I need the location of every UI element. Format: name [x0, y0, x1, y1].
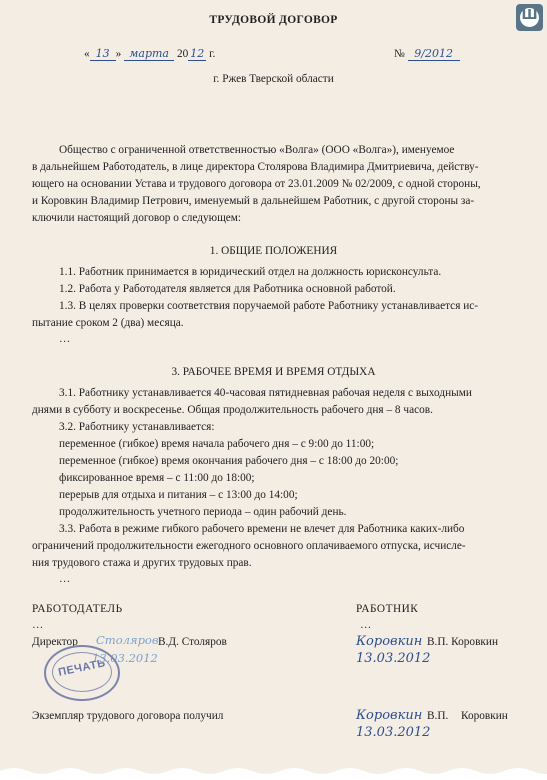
seal-text: ПЕЧАТЬ: [57, 657, 107, 679]
clause-3-3-b: ограничений продолжительности ежегодного основного оплачиваемого отпуска, исчисле-: [32, 540, 466, 552]
torn-page-edge: [0, 765, 547, 780]
employee-date: 13.03.2012: [356, 651, 431, 666]
clause-1-1: 1.1. Работник принимается в юридический отдел на должность юрисконсульта.: [59, 266, 442, 278]
employer-ellipsis: …: [32, 619, 44, 631]
schedule-item: переменное (гибкое) время начала рабочего дня – с 9:00 до 11:00;: [59, 438, 375, 450]
schedule-item: продолжительность учетного периода – один рабочий день.: [59, 506, 347, 518]
year-abbr: г.: [209, 48, 216, 60]
clause-1-3: 1.3. В целях проверки соответствия поручаемой работе Работнику устанавливается ис-: [59, 300, 479, 312]
director-signature: Столяров: [96, 633, 159, 647]
date-month: марта: [124, 48, 174, 61]
employee-name: В.П. Коровкин: [427, 636, 498, 648]
received-surname: Коровкин: [461, 710, 508, 722]
director-date: 13.03.2012: [92, 651, 158, 665]
section3-ellipsis: …: [59, 573, 71, 585]
clause-3-3-c: ния трудового стажа и других трудовых прав.: [32, 557, 252, 569]
schedule-item: фиксированное время – с 11:00 до 18:00;: [59, 472, 255, 484]
quote-close: »: [115, 48, 122, 60]
clause-1-2: 1.2. Работа у Работодателя является для Работника основной работой.: [59, 283, 396, 295]
received-date: 13.03.2012: [356, 725, 431, 740]
logo-glyph: Ш: [521, 8, 538, 23]
document-title: ТРУДОВОЙ ДОГОВОР: [209, 14, 338, 26]
seal-stamp: [44, 645, 120, 701]
intro-line-4: и Коровкин Владимир Петрович, именуемый в дальнейшем Работник, с другой стороны за-: [32, 195, 475, 207]
clause-3-2: 3.2. Работнику устанавливается:: [59, 421, 215, 433]
section1-ellipsis: …: [59, 333, 71, 345]
quote-open: «: [84, 48, 90, 60]
schedule-item: переменное (гибкое) время окончания рабочего дня – с 18:00 до 20:00;: [59, 455, 399, 467]
employer-label: РАБОТОДАТЕЛЬ: [32, 603, 123, 615]
intro-line-5: ключили настоящий договор о следующем:: [32, 212, 242, 224]
clause-3-1-a: 3.1. Работнику устанавливается 40-часовая пятидневная рабочая неделя с выходными: [59, 387, 472, 399]
schedule-item: перерыв для отдыха и питания – с 13:00 до 14:00;: [59, 489, 298, 501]
received-initials: В.П.: [427, 710, 449, 722]
received-signature: Коровкин: [356, 708, 423, 723]
employee-signature: Коровкин: [356, 634, 423, 649]
date-line: [84, 48, 215, 61]
date-day: 13: [90, 48, 116, 61]
contract-number: [394, 48, 460, 61]
date-year: 12: [190, 47, 205, 60]
clause-3-1-b: днями в субботу и воскресенье. Общая продолжительность рабочего дня – 8 часов.: [32, 404, 433, 416]
employee-label: РАБОТНИК: [356, 603, 419, 615]
intro-line-3: ющего на основании Устава и трудового договора от 23.01.2009 № 02/2009, с одной стороны,: [32, 178, 481, 190]
clause-1-3-cont: пытание сроком 2 (два) месяца.: [32, 317, 184, 329]
intro-line-2: в дальнейшем Работодатель, в лице директора Столярова Владимира Дмитриевича, действу-: [32, 161, 479, 173]
year-prefix: 20: [176, 48, 189, 60]
city-line: г. Ржев Тверской области: [213, 73, 334, 85]
director-name: В.Д. Столяров: [158, 636, 227, 648]
director-label: Директор: [32, 636, 78, 648]
intro-line-1: Общество с ограниченной ответственностью «Волга» (ООО «Волга»), именуемое: [59, 144, 455, 156]
section1-heading: 1. ОБЩИЕ ПОЛОЖЕНИЯ: [209, 245, 338, 257]
section3-heading: 3. РАБОЧЕЕ ВРЕМЯ И ВРЕМЯ ОТДЫХА: [171, 366, 376, 378]
number-label: №: [394, 48, 405, 60]
number-value: 9/2012: [408, 48, 460, 61]
clause-3-3-a: 3.3. Работа в режиме гибкого рабочего времени не влечет для Работника каких-либо: [59, 523, 465, 535]
employee-ellipsis: …: [360, 619, 372, 631]
received-label: Экземпляр трудового договора получил: [32, 710, 224, 722]
